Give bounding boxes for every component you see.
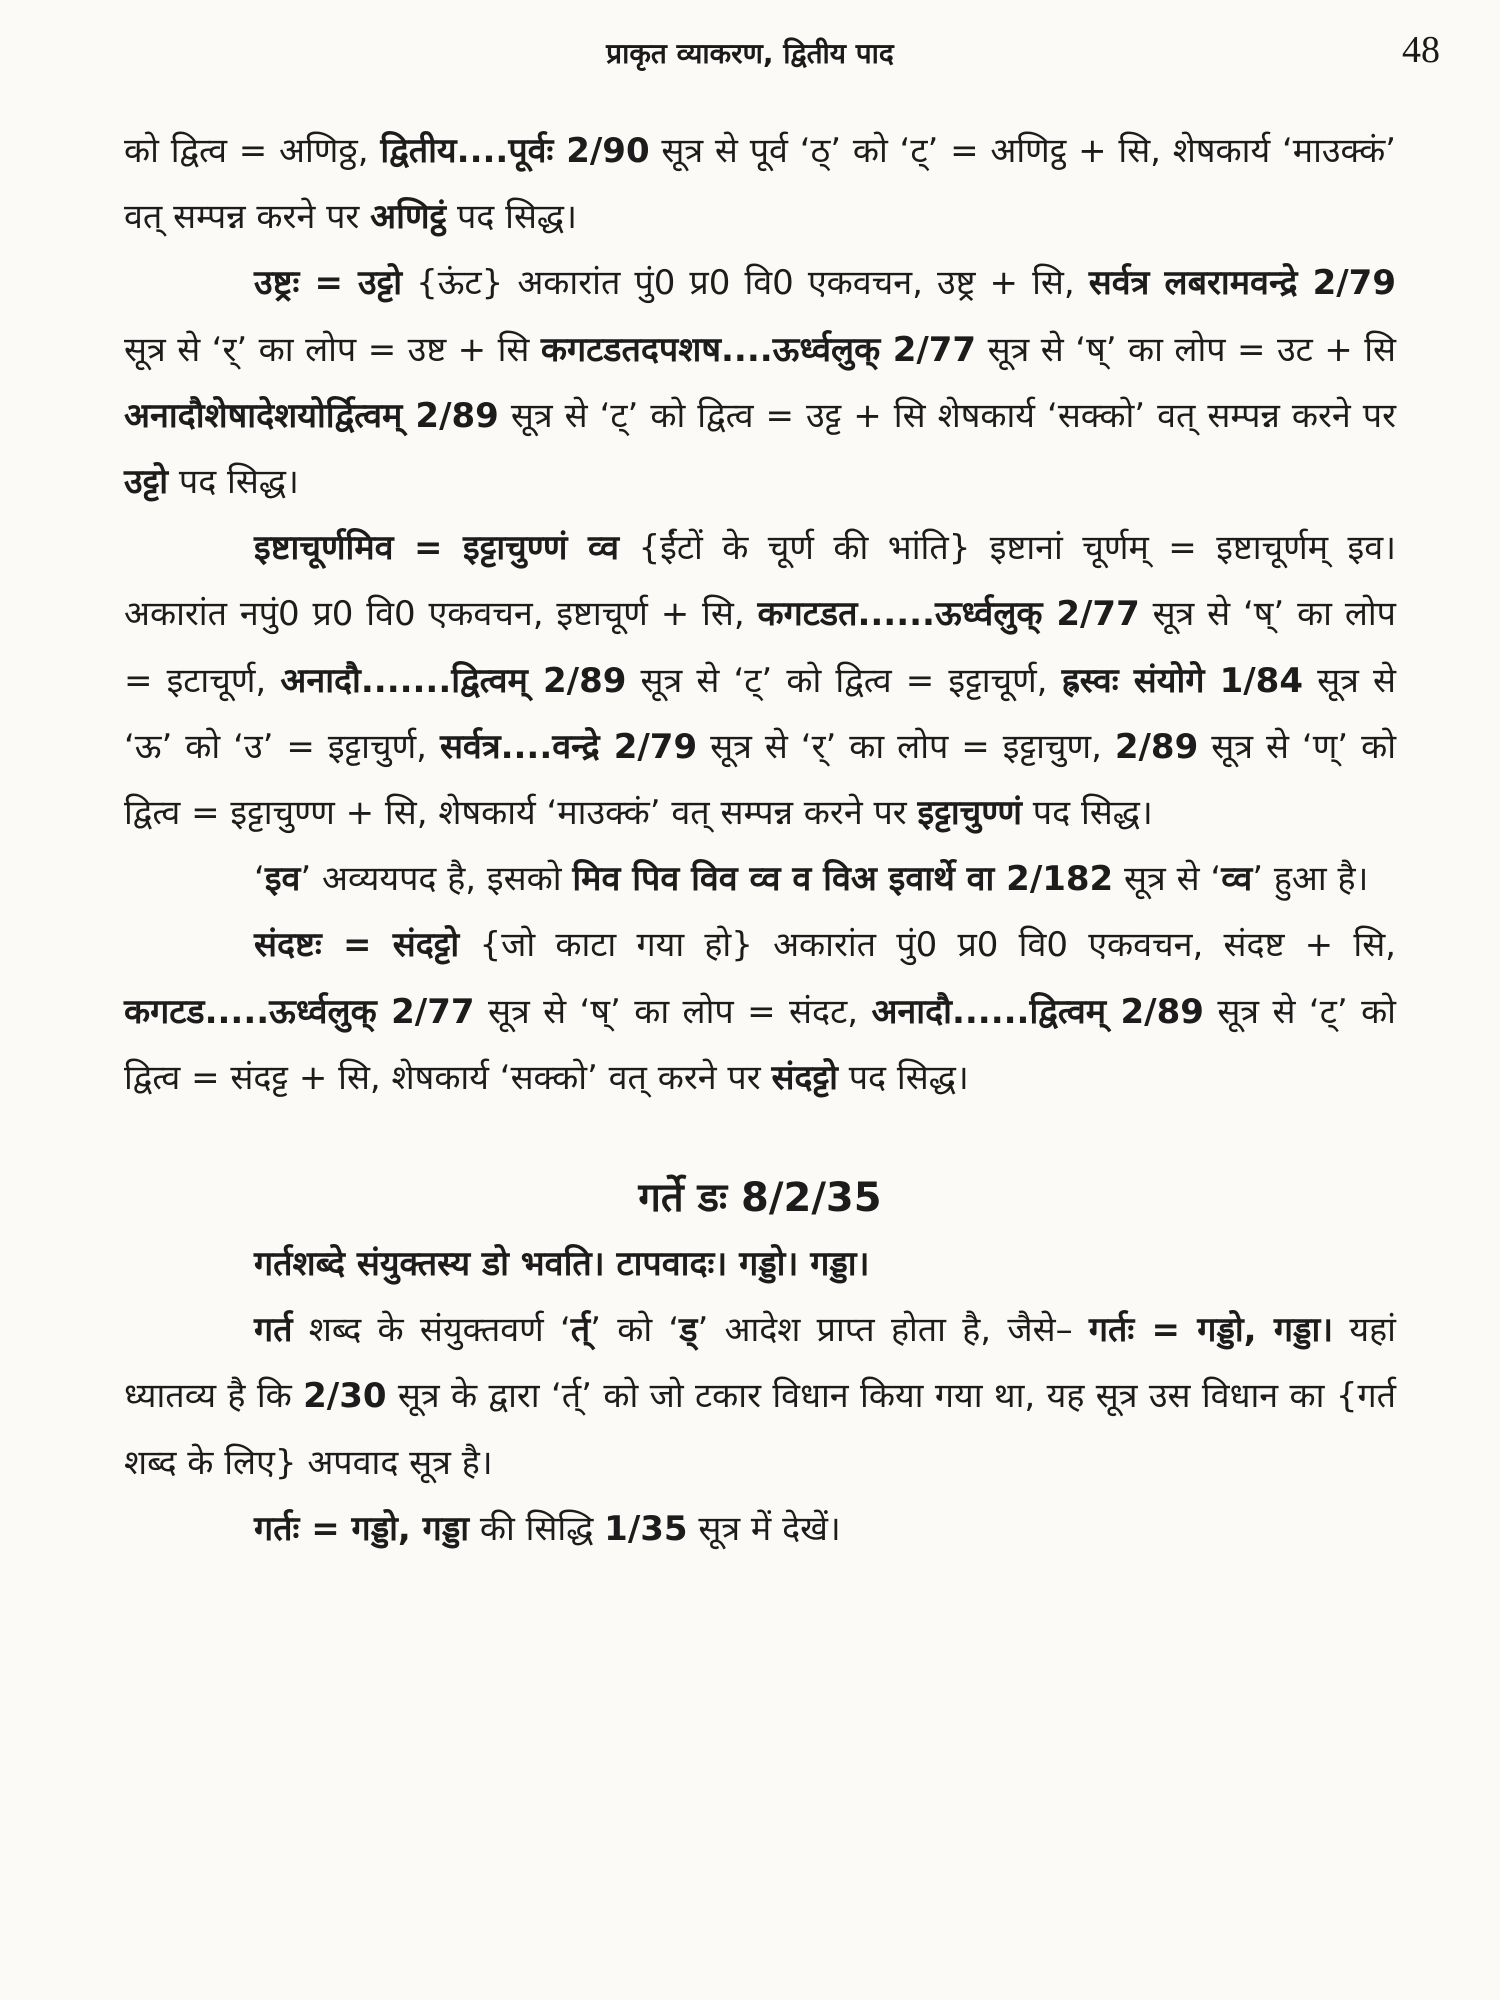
entry-headword: गर्तः = गड्डो, गड्डा [254,1508,470,1549]
derived-word: अणिट्ठं [370,197,447,238]
sutra-reference: 1/35 [604,1508,688,1549]
syllable: र्त् [570,1310,591,1351]
derived-word: संदट्टो [771,1057,838,1098]
body-text [124,118,1396,1562]
text-run: पद सिद्ध। [837,1057,969,1098]
text-run: सूत्र से ‘ष्’ का लोप = इटाचूर्ण, [124,594,1396,701]
text-run: पद सिद्ध। [1021,793,1153,834]
sutra-reference: द्वितीय....पूर्वः 2/90 [380,131,650,171]
sutra-reference: कगटडत......ऊर्ध्वलुक् 2/77 [757,594,1140,635]
word-iva: इव [264,859,301,900]
text-run: सूत्र से ‘ट्’ को द्वित्व = इट्टाचूर्ण, [626,660,1062,701]
text-run: ’ आदेश प्राप्त होता है, जैसे– [697,1310,1089,1351]
sutra-reference: सर्वत्र लबरामवन्द्रे 2/79 [1088,263,1396,304]
sutra-reference: कगटड.....ऊर्ध्वलुक् 2/77 [124,991,475,1032]
entry-headword: संदष्टः = संदट्टो [254,925,460,966]
paragraph-anittham-continuation [124,118,1396,250]
text-run: {ऊंट} अकारांत पुं0 प्र0 वि0 एकवचन, उष्ट्र + सि, [402,263,1089,304]
sutra-reference: सर्वत्र....वन्द्रे 2/79 [439,726,698,767]
text-run: सूत्र से ‘ट्’ को द्वित्व = उट्ट + सि शेषकार्य ‘सक्को’ वत् सम्पन्न करने पर [498,395,1396,436]
derived-word: इट्टाचुण्णं [917,793,1022,834]
paragraph-ittachunnam [124,515,1396,846]
text-run: ’ को ‘ [590,1310,680,1351]
text-run: सूत्र में देखें। [687,1508,841,1549]
text-run: ’ अव्ययपद है, इसको [300,859,573,900]
sutra-reference: अनादौशेषादेशयोर्द्वित्वम् 2/89 [124,395,499,436]
sutra-reference: 2/89 [1114,726,1199,767]
text-run: सूत्र के द्वारा ‘र्त्’ को जो टकार विधान किया गया था, यह सूत्र उस विधान का {गर्त शब्द के लिए} अपवाद सूत्र है। [124,1376,1396,1483]
paragraph-iva [124,846,1396,912]
text-run: ‘ [254,859,265,900]
text-run: ’ हुआ है। [1252,859,1369,900]
running-title: प्राकृत व्याकरण, द्वितीय पाद [606,37,894,70]
text-run: सूत्र से ‘ऊ’ को ‘उ’ = इट्टाचुर्ण, [124,660,1396,767]
entry-headword: गर्त [254,1310,293,1351]
text-run: सूत्र से पूर्व ‘ठ्’ को ‘ट्’ = अणिट्ठ + सि, शेषकार्य ‘माउक्कं’ वत् सम्पन्न करने पर [124,131,1396,238]
sutra-reference: 2/30 [303,1376,387,1417]
sutra-heading: गर्ते डः 8/2/35 [638,1175,882,1222]
paragraph-uttho [124,250,1396,515]
sutra-reference: अनादौ......द्वित्वम् 2/89 [871,991,1204,1032]
sutra-text: गर्तशब्दे संयुक्तस्य डो भवति। टापवादः। गड्डो। गड्डा। [254,1244,870,1285]
sutra-reference: कगटडतदपशष....ऊर्ध्वलुक् 2/77 [540,329,977,370]
text-run: {ईंटों के चूर्ण की भांति} इष्टानां चूर्णम् = इष्टाचूर्णम् इव। अकारांत नपुं0 प्र0 वि0 एकवचन, इष्टाचूर्ण + सि, [124,528,1396,635]
word-vva: व्व [1221,859,1253,900]
paragraph-garta-siddhi [124,1496,1396,1562]
sutra-reference: अनादौ.......द्वित्वम् 2/89 [280,660,627,701]
page-number: 48 [1402,29,1440,71]
entry-headword: उष्ट्रः = उट्टो [254,263,403,304]
entry-headword: इष्टाचूर्णमिव = इट्टाचुण्णं व्व [254,528,620,569]
text-run: {जो काटा गया हो} अकारांत पुं0 प्र0 वि0 एकवचन, संदष्ट + सि, [459,925,1396,966]
example-word: गर्तः = गड्डो, गड्डा। [1088,1310,1334,1351]
text-run: को द्वित्व = अणिठ्ठ, [124,131,381,171]
sutra-reference: मिव पिव विव व्व व विअ इवार्थे वा 2/182 [572,859,1114,900]
paragraph-sandattho [124,912,1396,1111]
paragraph-garta-explanation [124,1297,1396,1496]
text-run: शब्द के संयुक्तवर्ण ‘ [292,1310,571,1351]
text-run: यहां ध्यातव्य है कि [124,1310,1396,1417]
text-run: सूत्र से ‘र्’ का लोप = उष्ट + सि [124,329,541,370]
text-run: की सिद्धि [469,1508,605,1549]
syllable: ड् [679,1310,698,1351]
sutra-reference: ह्रस्वः संयोगे 1/84 [1061,660,1303,701]
derived-word: उट्टो [124,462,169,503]
text-run: पद सिद्ध। [446,197,577,238]
text-run: सूत्र से ‘ट्’ को द्वित्व = संदट्ट + सि, शेषकार्य ‘सक्को’ वत् करने पर [124,991,1396,1098]
text-run: सूत्र से ‘र्’ का लोप = इट्टाचुण, [697,726,1115,767]
text-run: सूत्र से ‘ [1113,859,1222,900]
text-run: सूत्र से ‘ण्’ को द्वित्व = इट्टाचुण्ण + सि, शेषकार्य ‘माउक्कं’ वत् सम्पन्न करने पर [124,726,1396,834]
text-run: सूत्र से ‘ष्’ का लोप = संदट, [474,991,872,1032]
text-run: सूत्र से ‘ष्’ का लोप = उट + सि [976,329,1396,370]
text-run: पद सिद्ध। [168,462,299,503]
